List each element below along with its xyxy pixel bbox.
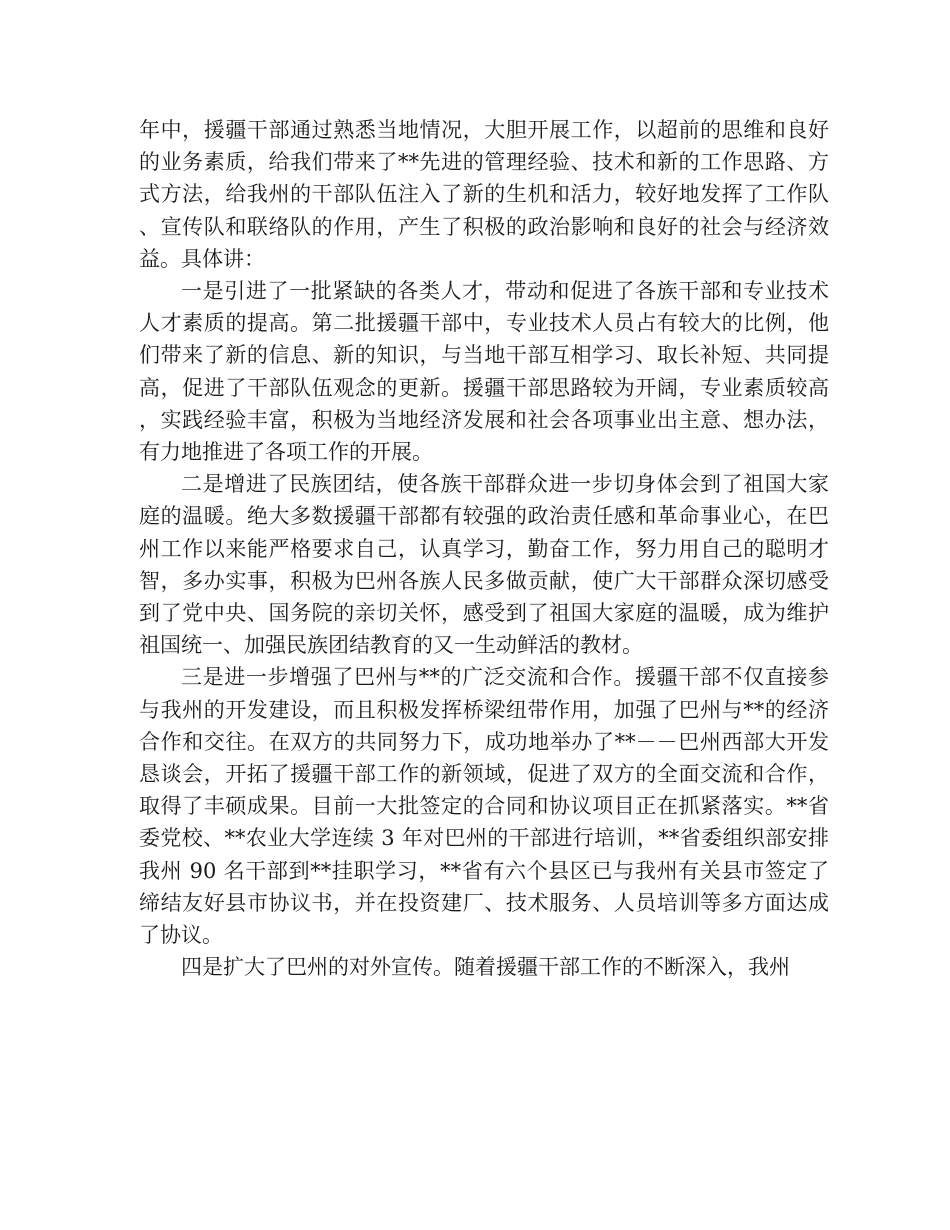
document-body — [139, 114, 829, 983]
paragraph-point-two: 二是增进了民族团结，使各族干部群众进一步切身体会到了祖国大家庭的温暖。绝大多数援疆干部都有较强的政治责任感和革命事业心，在巴州工作以来能严格要求自己，认真学习，勤奋工作，努力用自己的聪明才智，多办实事，积极为巴州各族人民多做贡献，使广大干部群众深切感受到了党中央、国务院的亲切关怀，感受到了祖国大家庭的温暖，成为维护祖国统一、加强民族团结教育的又一生动鲜活的教材。 — [139, 472, 829, 658]
paragraph-point-three: 三是进一步增强了巴州与**的广泛交流和合作。援疆干部不仅直接参与我州的开发建设，而且积极发挥桥梁纽带作用，加强了巴州与**的经济合作和交往。在双方的共同努力下，成功地举办了**－－巴州西部大开发恳谈会，开拓了援疆干部工作的新领域，促进了双方的全面交流和合作，取得了丰硕成果。目前一大批签定的合同和协议项目正在抓紧落实。**省委党校、**农业大学连续 3 年对巴州的干部进行培训，**省委组织部安排我州 90 名干部到**挂职学习，**省有六个县区已与我州有关县市签定了缔结友好县市协议书，并在投资建厂、技术服务、人员培训等多方面达成了协议。 — [139, 665, 829, 948]
paragraph-point-one: 一是引进了一批紧缺的各类人才，带动和促进了各族干部和专业技术人才素质的提高。第二批援疆干部中，专业技术人员占有较大的比例，他们带来了新的信息、新的知识，与当地干部互相学习、取长补短、共同提高，促进了干部队伍观念的更新。援疆干部思路较为开阔，专业素质较高，实践经验丰富，积极为当地经济发展和社会各项事业出主意、想办法，有力地推进了各项工作的开展。 — [139, 279, 829, 465]
paragraph-point-four: 四是扩大了巴州的对外宣传。随着援疆干部工作的不断深入，我州 — [181, 955, 790, 980]
paragraph-continuation: 年中，援疆干部通过熟悉当地情况，大胆开展工作，以超前的思维和良好的业务素质，给我们带来了**先进的管理经验、技术和新的工作思路、方式方法，给我州的干部队伍注入了新的生机和活力，较好地发挥了工作队、宣传队和联络队的作用，产生了积极的政治影响和良好的社会与经济效益。具体讲： — [139, 118, 829, 271]
